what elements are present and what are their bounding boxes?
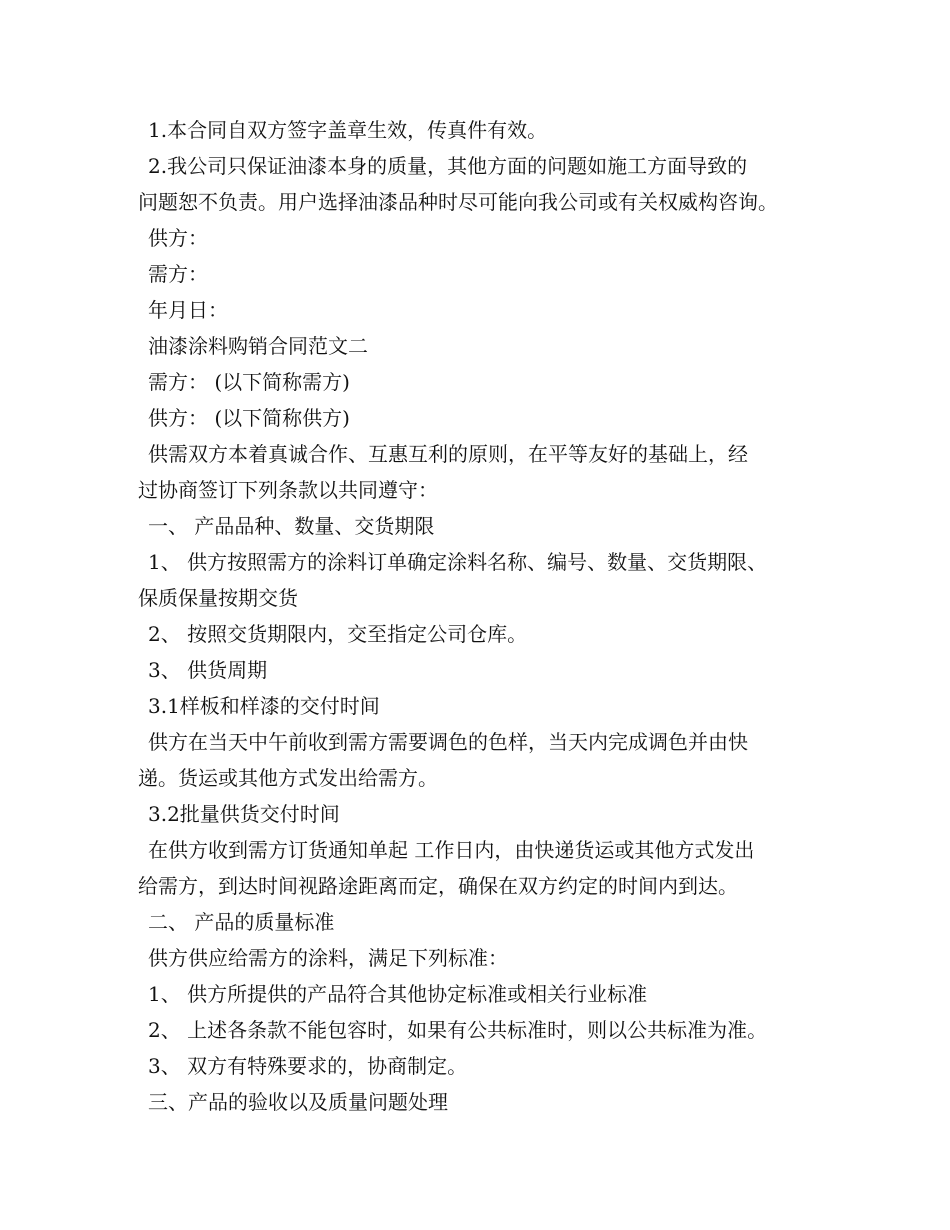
paragraph-line: 1.本合同自双方签字盖章生效，传真件有效。 bbox=[148, 118, 548, 142]
paragraph-line: 3、 双方有特殊要求的，协商制定。 bbox=[148, 1054, 468, 1078]
paragraph-line: 供方在当天中午前收到需方需要调色的色样，当天内完成调色并由快 bbox=[148, 730, 748, 754]
paragraph-line: 2、 上述各条款不能包容时，如果有公共标准时，则以公共标准为准。 bbox=[148, 1018, 768, 1042]
paragraph-line: 需方： bbox=[148, 262, 208, 286]
paragraph-line: 1、 供方按照需方的涂料订单确定涂料名称、编号、数量、交货期限、 bbox=[148, 550, 768, 574]
document-body bbox=[138, 112, 838, 1120]
section-heading: 二、 产品的质量标准 bbox=[148, 910, 335, 934]
paragraph-line: 需方： (以下简称需方) bbox=[148, 370, 350, 394]
paragraph-line: 年月日： bbox=[148, 298, 228, 322]
paragraph-line: 供方： (以下简称供方) bbox=[148, 406, 350, 430]
section-title: 油漆涂料购销合同范文二 bbox=[148, 334, 368, 358]
paragraph-line: 供需双方本着真诚合作、互惠互利的原则，在平等友好的基础上，经 bbox=[148, 442, 748, 466]
paragraph-line: 3.1样板和样漆的交付时间 bbox=[148, 694, 380, 718]
paragraph-line: 2.我公司只保证油漆本身的质量，其他方面的问题如施工方面导致的 bbox=[148, 154, 748, 178]
section-heading: 一、 产品品种、数量、交货期限 bbox=[148, 514, 435, 538]
paragraph-line: 过协商签订下列条款以共同遵守： bbox=[138, 478, 438, 502]
paragraph-line: 递。货运或其他方式发出给需方。 bbox=[138, 766, 438, 790]
paragraph-line: 1、 供方所提供的产品符合其他协定标准或相关行业标准 bbox=[148, 982, 648, 1006]
paragraph-line: 问题恕不负责。用户选择油漆品种时尽可能向我公司或有关权威构咨询。 bbox=[138, 190, 778, 214]
section-heading: 三、产品的验收以及质量问题处理 bbox=[148, 1090, 448, 1114]
paragraph-line: 在供方收到需方订货通知单起 工作日内，由快递货运或其他方式发出 bbox=[148, 838, 755, 862]
paragraph-line: 给需方，到达时间视路途距离而定，确保在双方约定的时间内到达。 bbox=[138, 874, 738, 898]
paragraph-line: 3.2批量供货交付时间 bbox=[148, 802, 340, 826]
paragraph-line: 2、 按照交货期限内，交至指定公司仓库。 bbox=[148, 622, 528, 646]
paragraph-line: 供方供应给需方的涂料，满足下列标准： bbox=[148, 946, 508, 970]
paragraph-line: 保质保量按期交货 bbox=[138, 586, 298, 610]
paragraph-line: 3、 供货周期 bbox=[148, 658, 268, 682]
paragraph-line: 供方： bbox=[148, 226, 208, 250]
